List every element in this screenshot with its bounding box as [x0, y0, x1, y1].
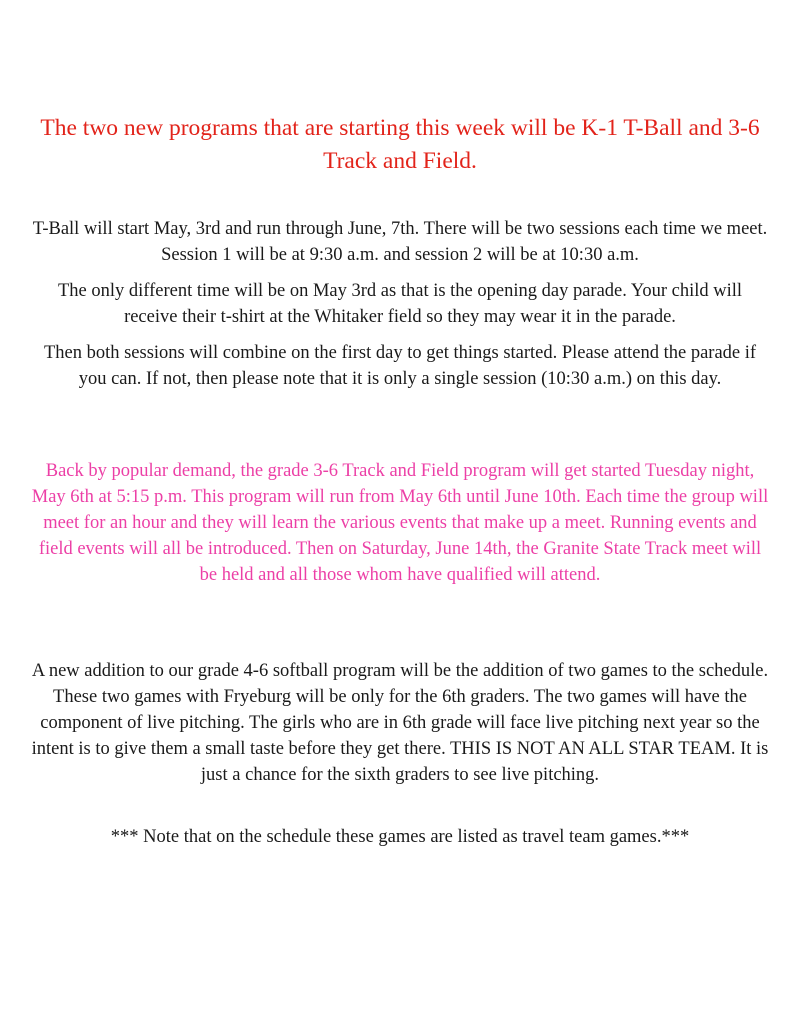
tball-schedule-paragraph: T-Ball will start May, 3rd and run through June, 7th. There will be two sessions each time we meet. Session 1 will be at 9:30 a.m. and session 2 will be at 10:30 a.m. — [32, 219, 768, 265]
flyer-heading: The two new programs that are starting this week will be K-1 T-Ball and 3-6 Track and Field. — [40, 115, 760, 174]
combined-session-paragraph: Then both sessions will combine on the first day to get things started. Please attend the parade if you can. If not, then please note that it is only a single session (10:30 a.m.) on this day. — [43, 343, 757, 389]
opening-day-paragraph: The only different time will be on May 3rd as that is the opening day parade. Your child will receive their t-shirt at the Whitaker field so they may wear it in the parade. — [57, 281, 743, 327]
track-and-field-paragraph: Back by popular demand, the grade 3-6 Track and Field program will get started Tuesday night, May 6th at 5:15 p.m. This program will run from May 6th until June 10th. Each time the group will meet for an hour and they will learn the various events that make up a meet. Running events and field events will all be introduced. Then on Saturday, June 14th, the Granite State Track meet will be held and all those whom have qualified will attend. — [31, 461, 769, 585]
schedule-note-paragraph: *** Note that on the schedule these games are listed as travel team games.*** — [110, 827, 690, 847]
softball-paragraph: A new addition to our grade 4-6 softball program will be the addition of two games to the schedule. These two games with Fryeburg will be only for the 6th graders. The two games will have the component of live pitching. The girls who are in 6th grade will face live pitching next year so the intent is to give them a small taste before they get there. THIS IS NOT AN ALL STAR TEAM. It is just a chance for the sixth graders to see live pitching. — [31, 661, 769, 785]
